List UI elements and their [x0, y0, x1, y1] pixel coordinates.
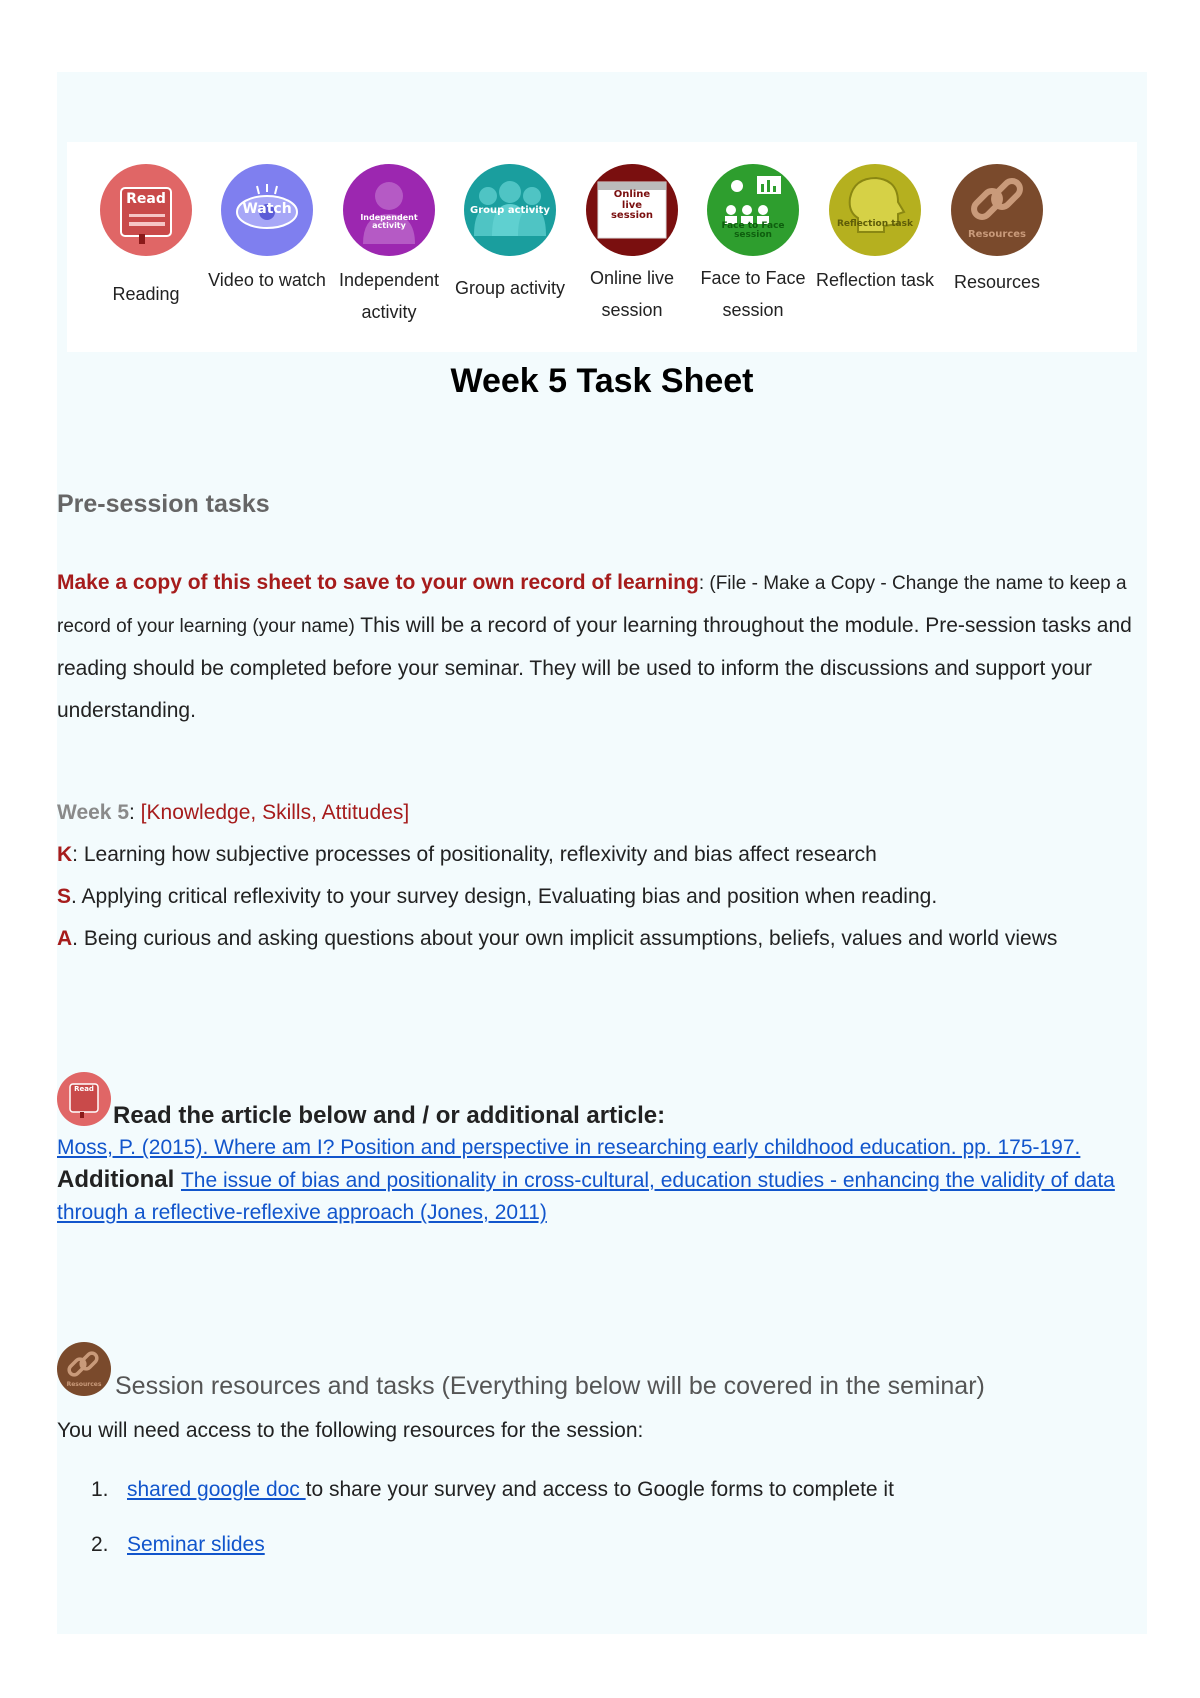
intro-paragraph: Make a copy of this sheet to save to your own record of learning: (File - Make a Copy - Change the name to keep a record of your learning (your name) This will be a record of your learning throughout the module. Pre-session tasks and reading should be completed before your seminar. They will be used to inform the discussions and support your understanding.: [57, 571, 1132, 722]
ksa-block: Week 5: [Knowledge, Skills, Attitudes] K: Learning how subjective processes of positionality, reflexivity and bias affect research S. Applying critical reflexivity to your survey design, Evaluating bias and position when reading. A. Being curious and asking questions about your own implicit assumptions, beliefs, values and world views: [57, 801, 1058, 950]
resource-list: [91, 1462, 1141, 1572]
list-item: 2. Seminar slides: [91, 1533, 265, 1556]
key-resources: Resources Resources: [935, 164, 1059, 298]
pre-session-heading: Pre-session tasks: [57, 490, 270, 518]
key-face-to-face: Face to Face session Face to Face session: [691, 164, 815, 326]
screen-icon: Online live session: [586, 164, 678, 256]
classroom-icon: Face to Face session: [707, 164, 799, 256]
key-reflection: Reflection task Reflection task: [813, 164, 937, 296]
reading-heading: Read the article below and / or additional article:: [113, 1102, 666, 1129]
session-heading: Session resources and tasks (Everything below will be covered in the seminar): [115, 1372, 985, 1400]
group-icon: Group activity: [464, 164, 556, 256]
person-icon: Independent activity: [343, 164, 435, 256]
link-icon: Resources: [951, 164, 1043, 256]
key-group: Group activity Group activity: [448, 164, 572, 304]
key-online: Online live session Online live session: [570, 164, 694, 326]
task-sheet-page: [57, 72, 1147, 1634]
resources-badge-icon: Resources: [57, 1342, 111, 1396]
reading-links: Moss, P. (2015). Where am I? Position and perspective in researching early childhood education. pp. 175-197. Additional The issue of bias and positionality in cross-cultural, education studies - enhancing the validity of data through a reflective-reflexive approach (Jones, 2011): [57, 1136, 1115, 1224]
key-reading: Read Reading: [84, 164, 208, 310]
read-badge-icon: Read: [57, 1072, 111, 1126]
page-title: Week 5 Task Sheet: [450, 362, 754, 400]
head-icon: Reflection task: [829, 164, 921, 256]
seminar-slides-link[interactable]: Seminar slides: [127, 1533, 265, 1556]
key-video: Watch Video to watch: [205, 164, 329, 296]
shared-google-doc-link[interactable]: shared google doc: [127, 1478, 306, 1501]
list-item: 1. shared google doc to share your survey and access to Google forms to complete it: [91, 1478, 894, 1501]
moss-article-link[interactable]: Moss, P. (2015). Where am I? Position and perspective in researching early childhood education. pp. 175-197.: [57, 1136, 1081, 1159]
book-icon: Read: [100, 164, 192, 256]
key-independent: Independent activity Independent activity: [327, 164, 451, 328]
session-intro: You will need access to the following resources for the session:: [57, 1419, 644, 1442]
jones-article-link[interactable]: The issue of bias and positionality in cross-cultural, education studies - enhancing the validity of data through a reflective-reflexive approach (Jones, 2011): [57, 1169, 1115, 1224]
activity-key: [67, 142, 1137, 352]
eye-icon: Watch: [221, 164, 313, 256]
